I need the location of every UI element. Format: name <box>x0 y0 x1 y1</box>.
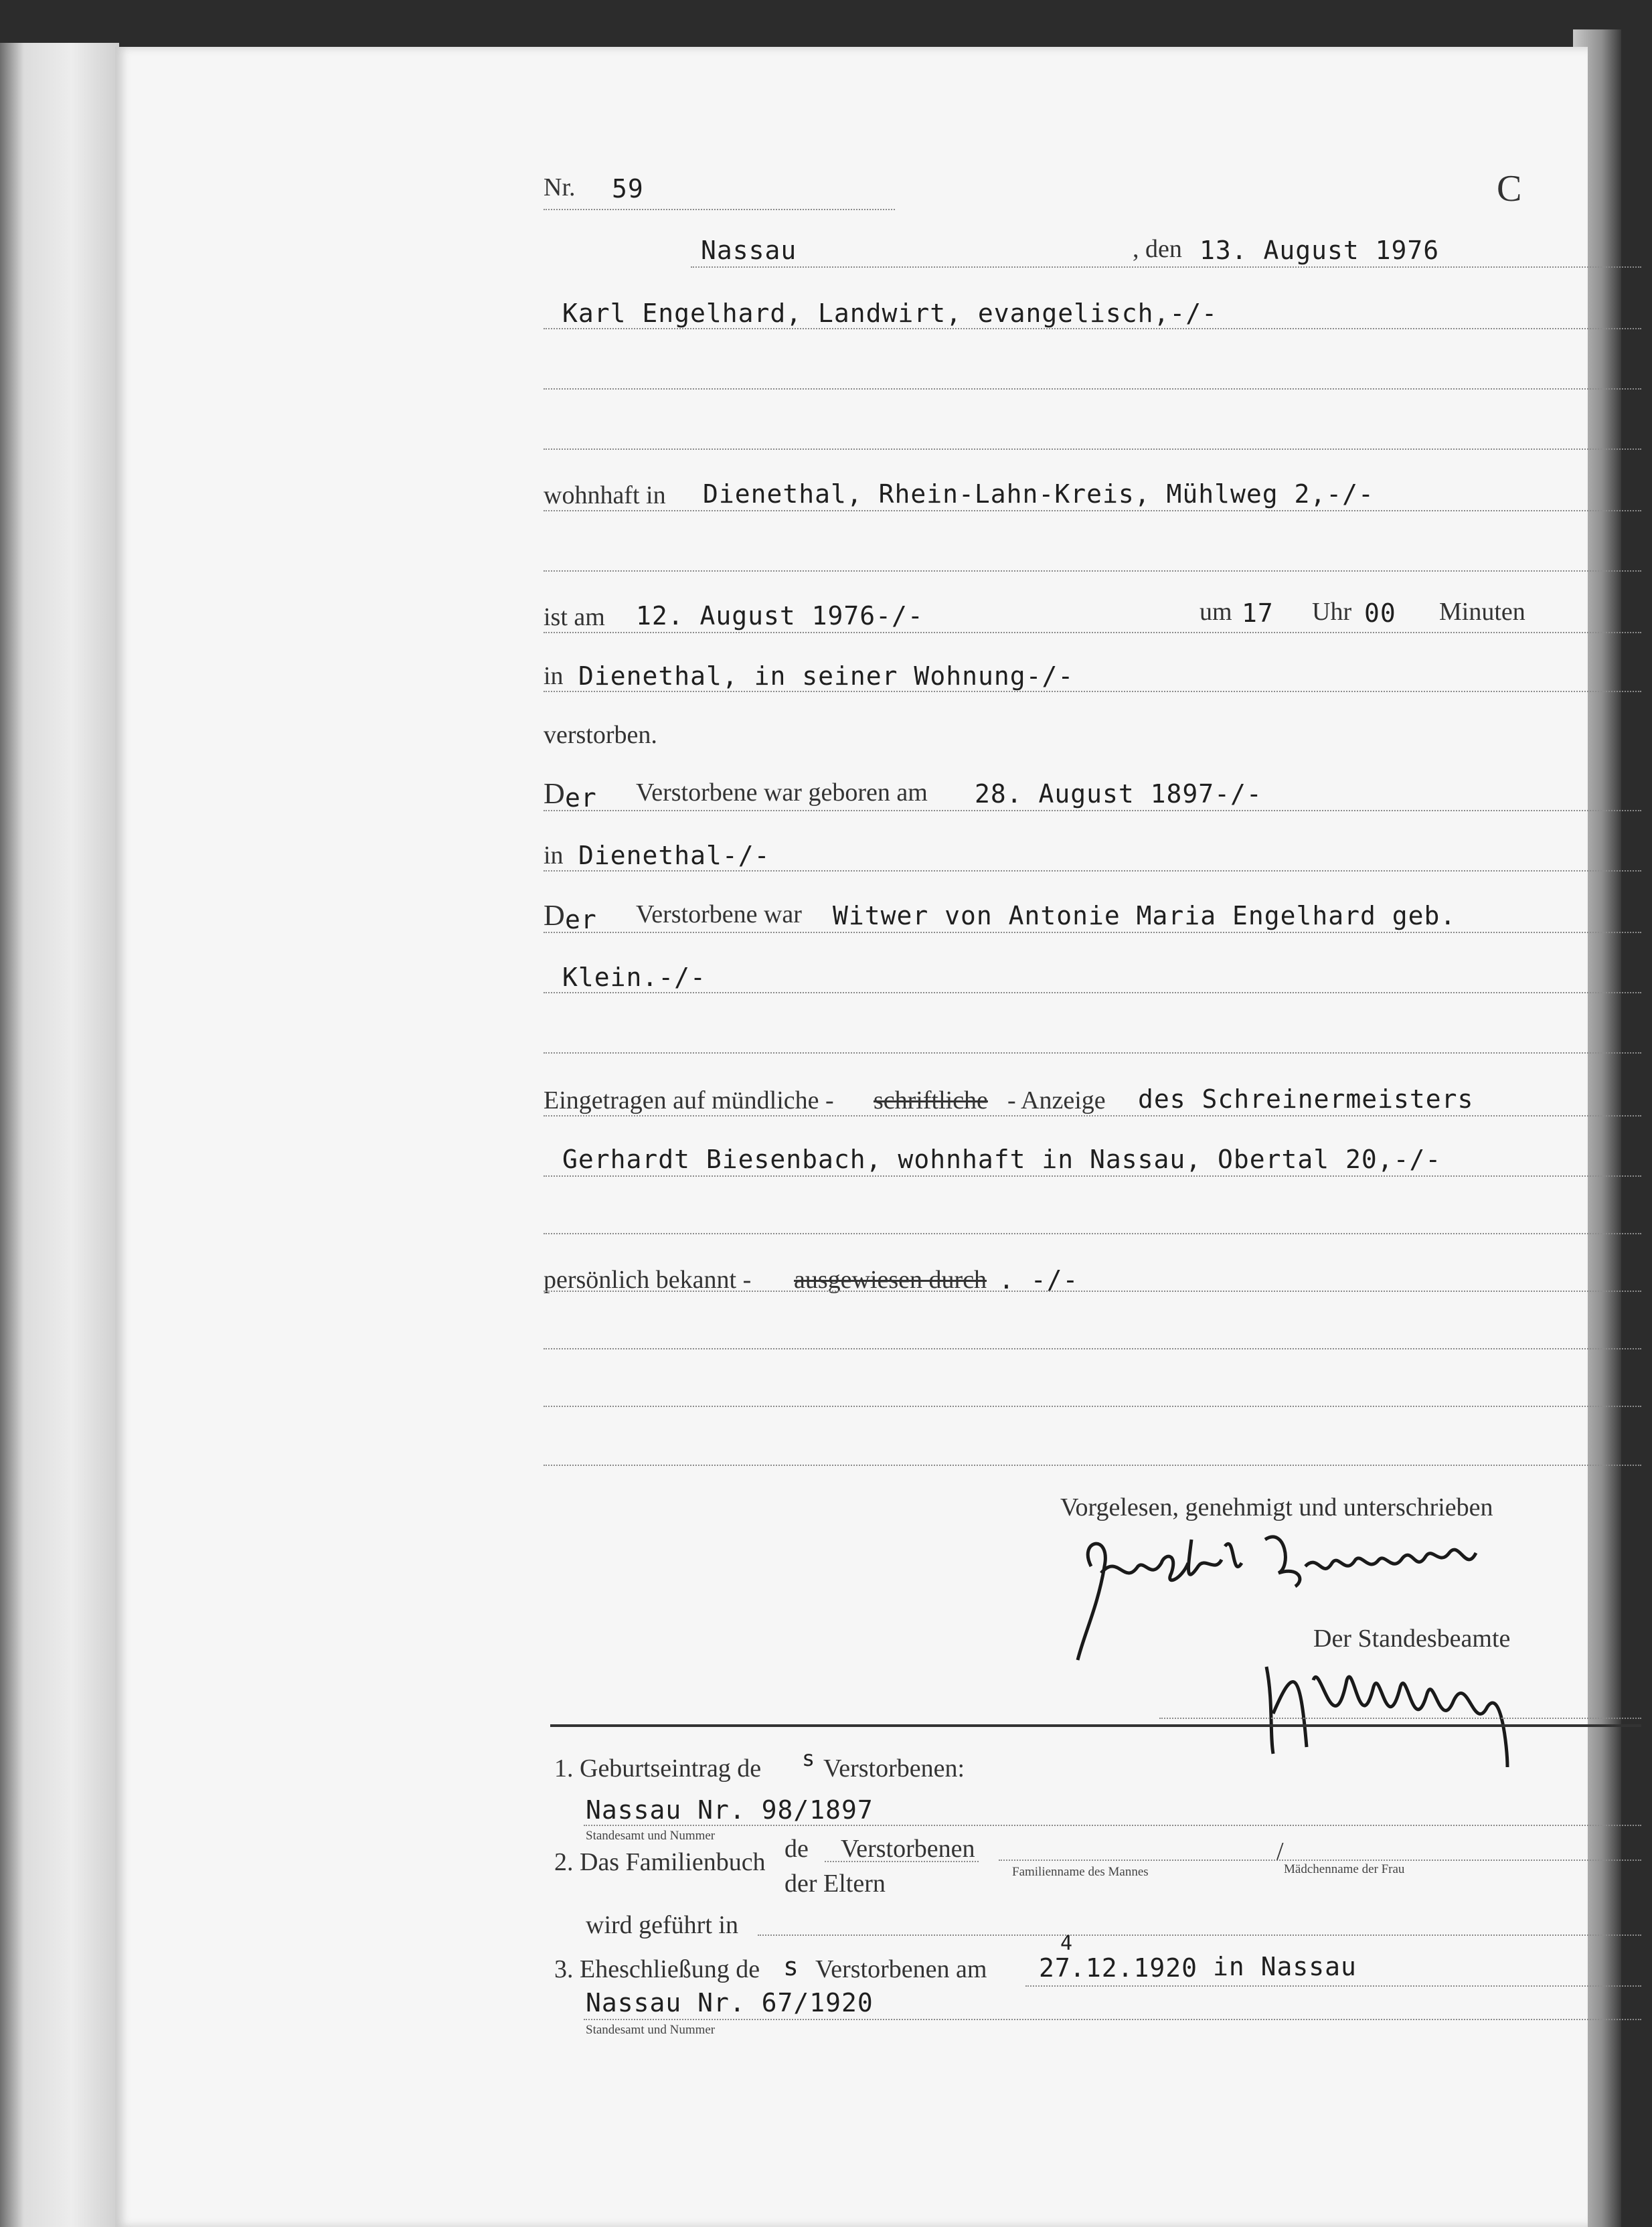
geboren-label: Verstorbene war geboren am <box>636 778 928 807</box>
death-place-line <box>544 691 1641 692</box>
birth-date: 28. August 1897-/- <box>975 779 1262 809</box>
blank-line-5 <box>544 1233 1641 1234</box>
informant-line-b <box>544 1175 1641 1177</box>
registrar-signature <box>1253 1640 1628 1774</box>
residence-line <box>544 510 1641 511</box>
familienbuch-underline <box>825 1861 979 1862</box>
blank-line-3 <box>544 570 1641 572</box>
footer-item3-label: 3. Eheschließung de <box>554 1955 760 1983</box>
footer-item3-label2: Verstorbenen am <box>815 1955 987 1983</box>
marital-status-line2: Klein.-/- <box>562 963 706 992</box>
place-line <box>691 266 1641 268</box>
blank-line-4 <box>544 1052 1641 1054</box>
residence-value: Dienethal, Rhein-Lahn-Kreis, Mühlweg 2,-/- <box>703 479 1374 509</box>
verstorben-label: verstorben. <box>544 721 657 749</box>
death-place-label: in <box>544 662 564 690</box>
marital-line-1 <box>544 932 1641 933</box>
familienname-label: Familienname des Mannes <box>1012 1865 1149 1879</box>
death-register-page <box>115 47 1588 2227</box>
vorgelesen-label: Vorgelesen, genehmigt und unterschrieben <box>1060 1493 1493 1521</box>
footer-item2-eltern: der Eltern <box>784 1870 886 1898</box>
marital-war-label: Verstorbene war <box>636 900 802 928</box>
birth-place-line <box>544 870 1641 872</box>
footer-item1-label2: Verstorbenen: <box>823 1754 965 1783</box>
familienbuch-line <box>999 1860 1641 1861</box>
minuten-label: Minuten <box>1439 598 1525 626</box>
anzeige-label: - Anzeige <box>1007 1086 1106 1115</box>
blank-line-8 <box>544 1465 1641 1466</box>
bekannt-suffix: . -/- <box>999 1265 1079 1295</box>
footer-item2-label: 2. Das Familienbuch <box>554 1848 766 1876</box>
marriage-date-correction: 4 <box>1060 1932 1074 1955</box>
footer-item2-verstorbenen: Verstorbenen <box>841 1835 975 1863</box>
blank-line-1 <box>544 388 1641 390</box>
marital-d-suffix: er <box>565 905 597 934</box>
death-date-line <box>544 632 1641 633</box>
residence-label: wohnhaft in <box>544 481 666 509</box>
den-label: , den <box>1133 235 1182 263</box>
marriage-place: in Nassau <box>1213 1952 1357 1981</box>
birth-date-line <box>544 810 1641 811</box>
gefuehrt-label: wird geführt in <box>586 1911 738 1939</box>
death-date: 12. August 1976-/- <box>636 601 924 631</box>
bekannt-line <box>544 1291 1641 1292</box>
death-date-label: ist am <box>544 603 605 631</box>
maedchenname-label: Mädchenname der Frau <box>1284 1862 1405 1876</box>
birth-place-label: in <box>544 841 564 870</box>
place-of-registration: Nassau <box>701 236 797 265</box>
death-minutes: 00 <box>1364 598 1396 628</box>
left-page-edge <box>0 43 119 2227</box>
birth-d-suffix: er <box>565 783 597 813</box>
informant-line-a <box>544 1115 1641 1117</box>
marriage-date-rest: .12.1920 <box>1070 1953 1198 1983</box>
nr-value: 59 <box>612 174 644 203</box>
um-label: um <box>1200 598 1232 626</box>
signature-line <box>1159 1718 1641 1719</box>
footer-item3-suffix: s <box>783 1952 799 1981</box>
uhr-label: Uhr <box>1312 598 1352 626</box>
footer-item2-de: de <box>784 1835 809 1863</box>
name-line <box>544 328 1641 329</box>
marriage-date-day: 27 <box>1039 1953 1071 1983</box>
registration-date: 13. August 1976 <box>1200 236 1440 265</box>
familienbuch-slash: / <box>1276 1837 1284 1866</box>
birth-place: Dienethal-/- <box>578 841 770 870</box>
form-letter: C <box>1497 168 1522 210</box>
gefuehrt-line <box>758 1934 1641 1936</box>
marital-line-2 <box>544 992 1641 993</box>
ausgewiesen-struck: ausgewiesen durch <box>794 1266 987 1294</box>
informant-line2: Gerhardt Biesenbach, wohnhaft in Nassau, Obertal 20,-/- <box>562 1145 1442 1174</box>
footer-separator <box>550 1724 1641 1727</box>
birth-entry-value: Nassau Nr. 98/1897 <box>586 1795 874 1825</box>
marital-status-line1: Witwer von Antonie Maria Engelhard geb. <box>833 901 1457 930</box>
footer-item1-suffix: s <box>802 1746 816 1771</box>
nr-label: Nr. <box>544 173 576 201</box>
standesamt-label-1: Standesamt und Nummer <box>586 1829 716 1843</box>
standesbeamte-label: Der Standesbeamte <box>1313 1625 1511 1653</box>
marriage-entry-value: Nassau Nr. 67/1920 <box>586 1988 874 2017</box>
deceased-name: Karl Engelhard, Landwirt, evangelisch,-/- <box>562 299 1218 328</box>
blank-line-7 <box>544 1406 1641 1407</box>
nr-line <box>544 209 895 210</box>
eingetragen-label: Eingetragen auf mündliche - <box>544 1086 834 1115</box>
schriftliche-struck: schriftliche <box>874 1086 988 1115</box>
death-hour: 17 <box>1242 598 1274 628</box>
marriage-entry-line <box>584 2019 1641 2020</box>
birth-d-label: D <box>544 777 565 810</box>
blank-line-6 <box>544 1348 1641 1349</box>
bekannt-label: persönlich bekannt - <box>544 1266 752 1294</box>
footer-item1-label: 1. Geburtseintrag de <box>554 1754 762 1783</box>
standesamt-label-3: Standesamt und Nummer <box>586 2023 716 2037</box>
informant-line1: des Schreinermeisters <box>1138 1084 1474 1114</box>
marital-d-label: D <box>544 899 565 932</box>
marriage-date-line <box>1025 1985 1641 1987</box>
death-place: Dienethal, in seiner Wohnung-/- <box>578 661 1074 691</box>
birth-entry-line <box>584 1825 1641 1826</box>
blank-line-2 <box>544 448 1641 450</box>
